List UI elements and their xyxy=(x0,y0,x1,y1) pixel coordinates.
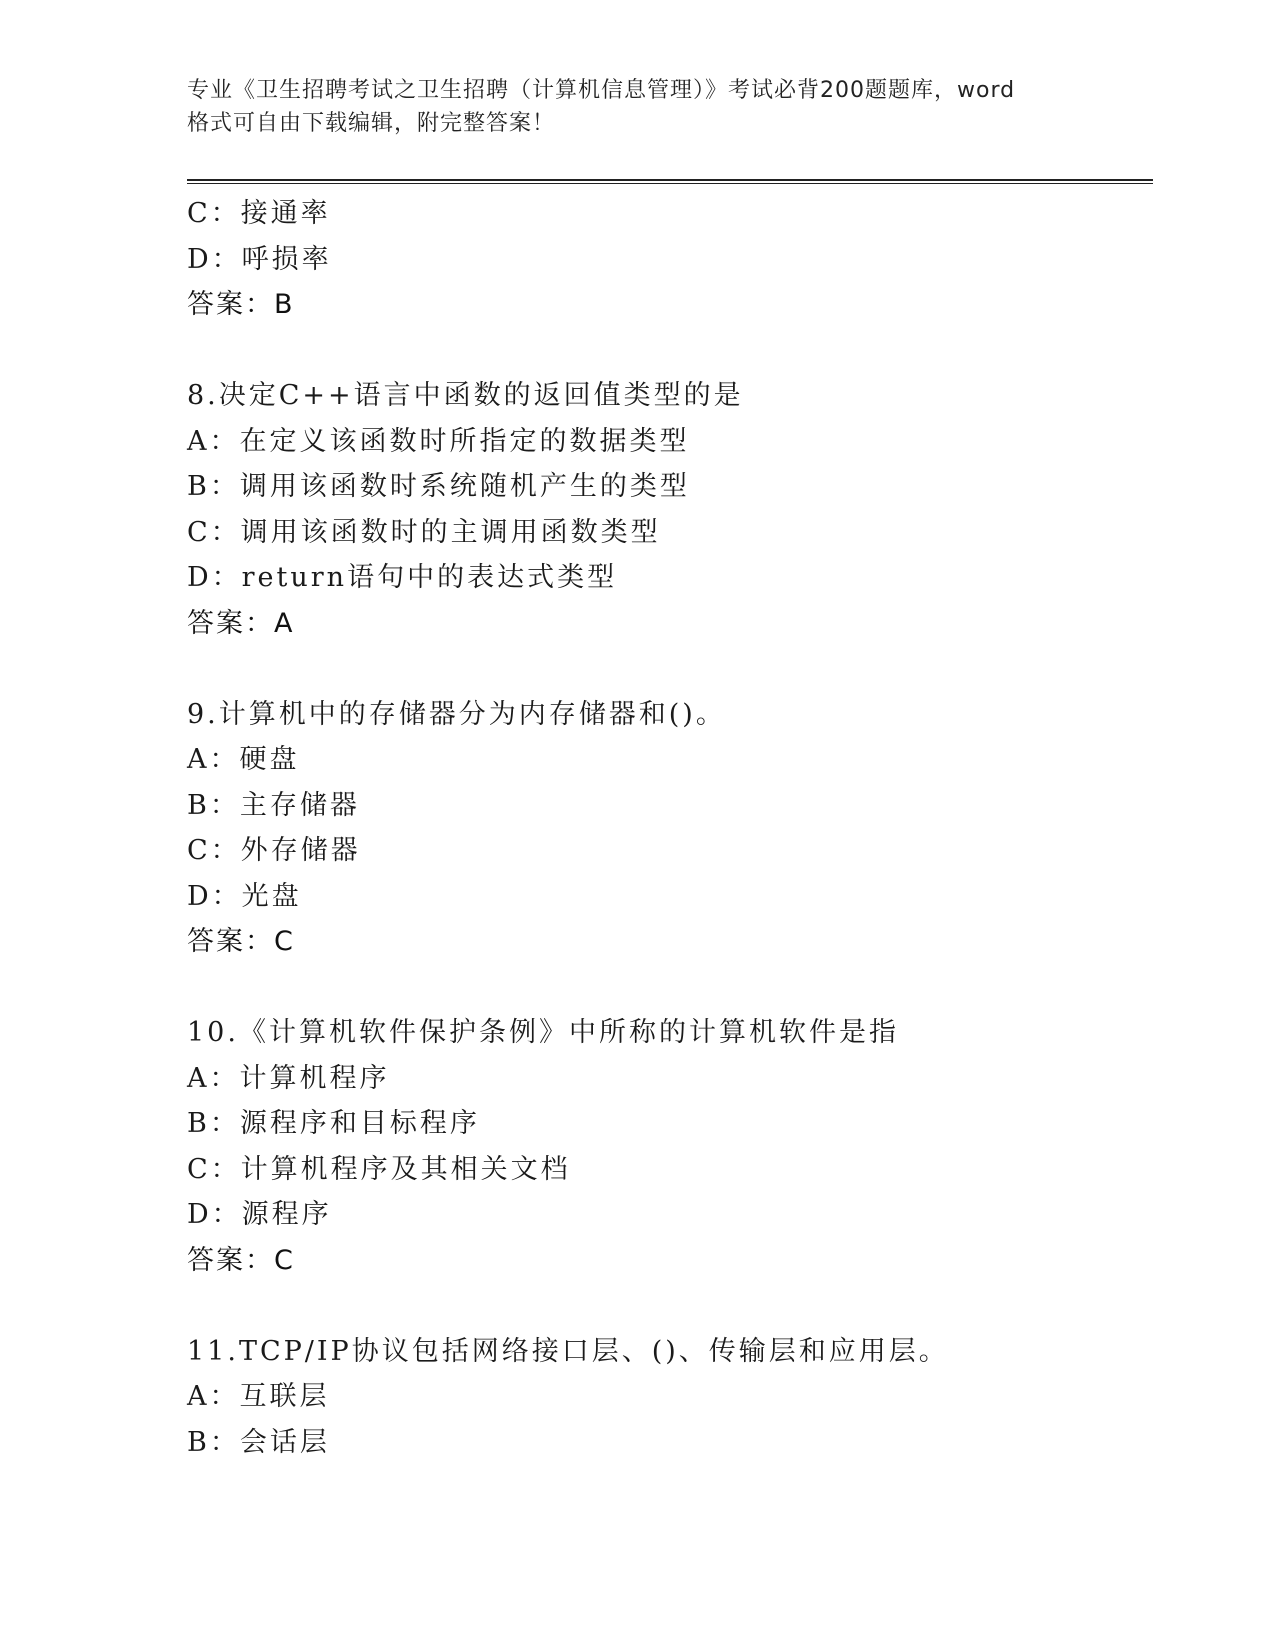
spacer xyxy=(187,646,1153,692)
q9-question: 9.计算机中的存储器分为内存储器和()。 xyxy=(187,698,726,730)
q11-option-a: A：互联层 xyxy=(187,1381,330,1412)
q9-option-a: A：硬盘 xyxy=(187,744,300,775)
q10-question: 10.《计算机软件保护条例》中所称的计算机软件是指 xyxy=(187,1017,899,1048)
q8-option-c: C：调用该函数时的主调用函数类型 xyxy=(187,516,661,548)
header-title-line-2: 格式可自由下载编辑，附完整答案！ xyxy=(187,111,556,136)
q8-option-d: D：return语句中的表达式类型 xyxy=(187,562,618,593)
q10-option-c: C：计算机程序及其相关文档 xyxy=(187,1153,571,1185)
spacer xyxy=(187,965,1153,1011)
q8-answer: 答案：A xyxy=(187,607,295,639)
header-divider xyxy=(187,179,1153,184)
spacer xyxy=(187,1283,1153,1329)
document-header xyxy=(187,74,1087,140)
q7-answer: 答案：B xyxy=(187,289,295,320)
question-8 xyxy=(187,373,1153,646)
q8-option-a: A：在定义该函数时所指定的数据类型 xyxy=(187,425,690,457)
q8-question: 8.决定C++语言中函数的返回值类型的是 xyxy=(187,380,744,411)
q9-answer: 答案：C xyxy=(187,926,295,957)
q10-option-b: B：源程序和目标程序 xyxy=(187,1108,480,1139)
question-7 xyxy=(187,191,1153,328)
question-10 xyxy=(187,1010,1153,1283)
q11-option-b: B：会话层 xyxy=(187,1426,330,1458)
q9-option-d: D：光盘 xyxy=(187,880,302,912)
q10-answer: 答案：C xyxy=(187,1244,295,1276)
q10-option-a: A：计算机程序 xyxy=(187,1062,390,1094)
q7-option-c: C：接通率 xyxy=(187,198,331,229)
question-9 xyxy=(187,692,1153,965)
question-list xyxy=(187,191,1153,1465)
q11-question: 11.TCP/IP协议包括网络接口层、()、传输层和应用层。 xyxy=(187,1335,949,1367)
q10-option-d: D：源程序 xyxy=(187,1199,332,1230)
question-11 xyxy=(187,1329,1153,1466)
q8-option-b: B：调用该函数时系统随机产生的类型 xyxy=(187,471,690,502)
spacer xyxy=(187,328,1153,374)
q7-option-d: D：呼损率 xyxy=(187,243,332,275)
q9-option-b: B：主存储器 xyxy=(187,789,360,821)
q9-option-c: C：外存储器 xyxy=(187,835,361,866)
header-title-line-1: 专业《卫生招聘考试之卫生招聘（计算机信息管理）》考试必背200题题库，word xyxy=(187,78,1016,103)
